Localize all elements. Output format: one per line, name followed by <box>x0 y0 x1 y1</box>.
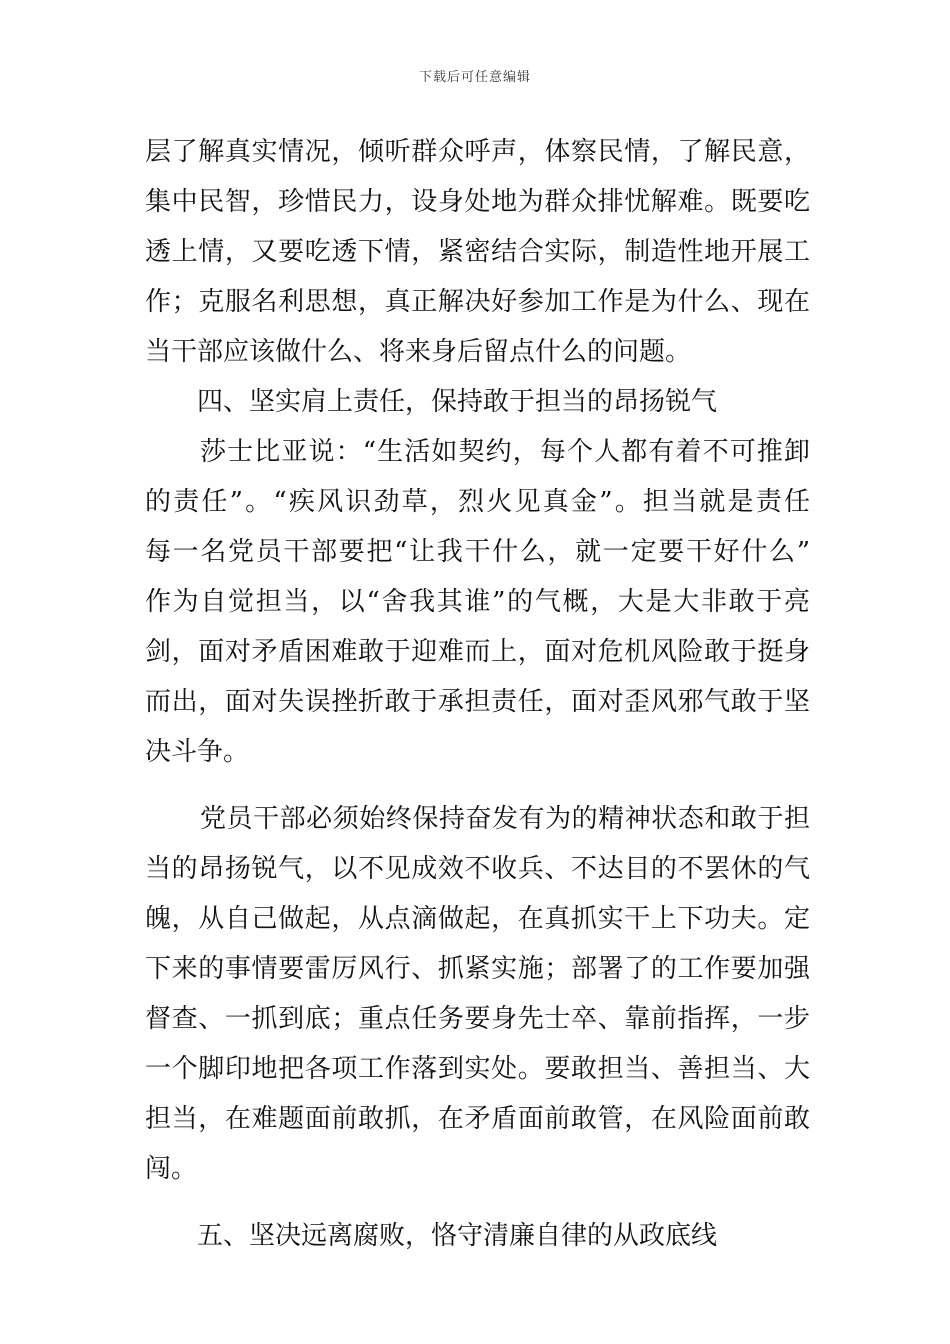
paragraph-line: 集中民智，珍惜民力，设身处地为群众排忧解难。既要吃 <box>145 187 810 217</box>
section-heading: 四、坚实肩上责任，保持敢于担当的昂扬锐气 <box>197 387 718 417</box>
paragraph-line: 当的昂扬锐气，以不见成效不收兵、不达目的不罢休的气 <box>145 854 810 884</box>
paragraph-line: 督查、一抓到底；重点任务要身先士卒、靠前指挥，一步 <box>145 1004 810 1034</box>
paragraph-line: 层了解真实情况，倾听群众呼声，体察民情，了解民意， <box>145 137 810 167</box>
paragraph-line: 下来的事情要雷厉风行、抓紧实施；部署了的工作要加强 <box>145 954 810 984</box>
paragraph-line: 透上情，又要吃透下情，紧密结合实际，制造性地开展工 <box>145 237 810 267</box>
page-header: 下载后可任意编辑 <box>418 70 531 85</box>
paragraph-line: 莎士比亚说：“生活如契约，每个人都有着不可推卸 <box>200 437 810 467</box>
paragraph-line: 担当，在难题面前敢抓，在矛盾面前敢管，在风险面前敢 <box>145 1104 810 1134</box>
paragraph-line: 剑，面对矛盾困难敢于迎难而上，面对危机风险敢于挺身 <box>145 637 810 667</box>
section-heading: 五、坚决远离腐败，恪守清廉自律的从政底线 <box>197 1221 718 1251</box>
paragraph-line: 闯。 <box>145 1154 198 1184</box>
paragraph-line: 决斗争。 <box>145 737 250 767</box>
paragraph-line: 作为自觉担当，以“舍我其谁”的气概，大是大非敢于亮 <box>145 587 810 617</box>
paragraph-line: 一个脚印地把各项工作落到实处。要敢担当、善担当、大 <box>145 1054 810 1084</box>
paragraph-line: 的责任”。“疾风识劲草，烈火见真金”。担当就是责任 <box>145 487 810 517</box>
paragraph-line: 魄，从自己做起，从点滴做起，在真抓实干上下功夫。定 <box>145 904 810 934</box>
paragraph-line: 当干部应该做什么、将来身后留点什么的问题。 <box>145 337 692 367</box>
paragraph-line: 党员干部必须始终保持奋发有为的精神状态和敢于担 <box>200 804 810 834</box>
paragraph-line: 每一名党员干部要把“让我干什么，就一定要干好什么” <box>145 537 810 567</box>
paragraph-line: 作；克服名利思想，真正解决好参加工作是为什么、现在 <box>145 287 810 317</box>
paragraph-line: 而出，面对失误挫折敢于承担责任，面对歪风邪气敢于坚 <box>145 687 810 717</box>
